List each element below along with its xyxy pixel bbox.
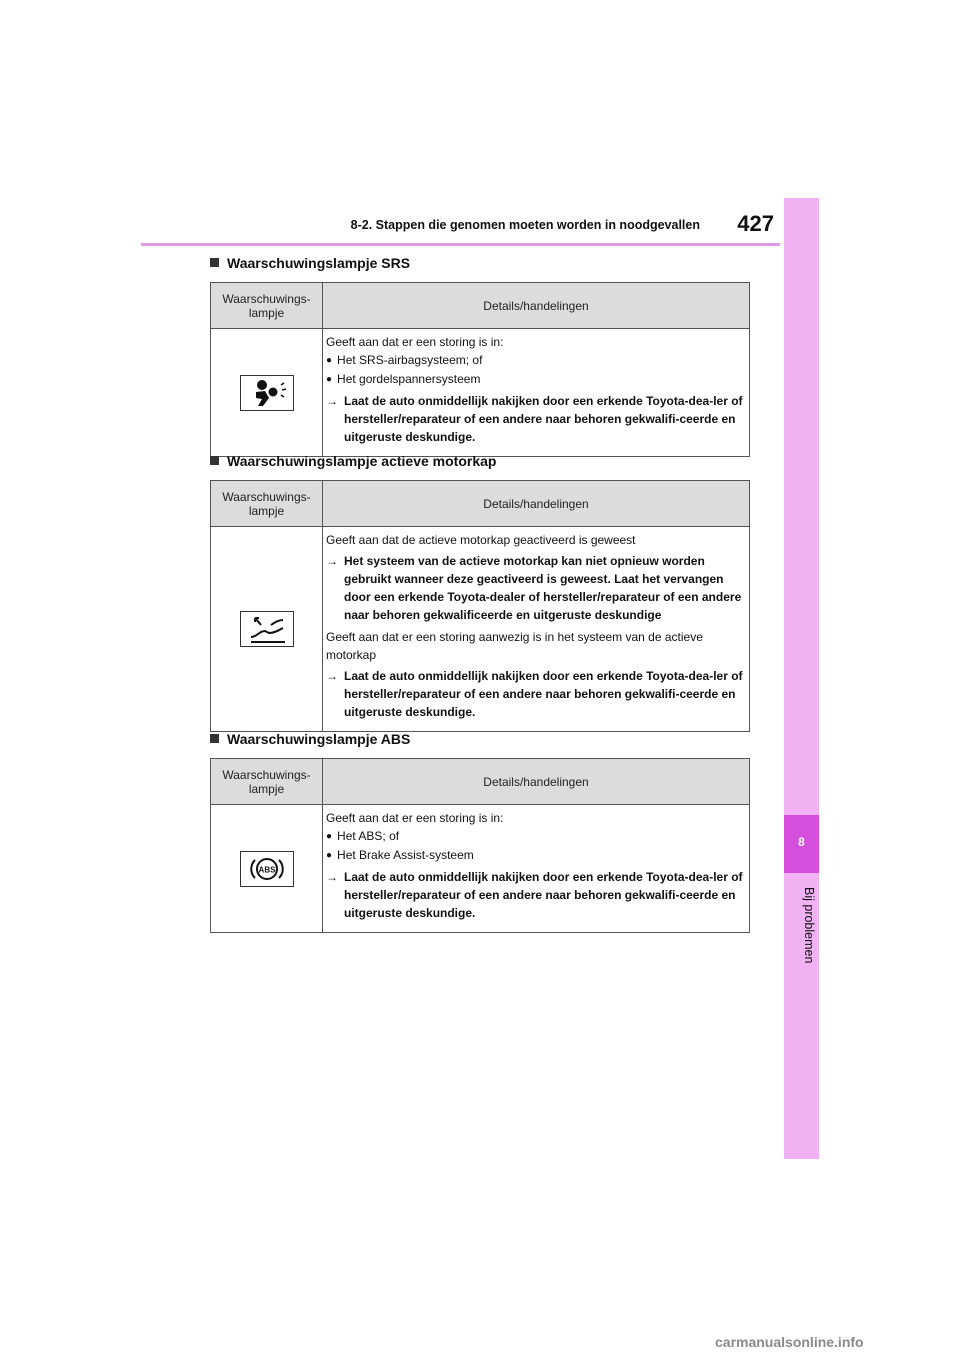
icon-cell	[211, 805, 323, 933]
section-title: 8-2. Stappen die genomen moeten worden in noodgevallen	[350, 218, 700, 232]
action-instruction: → Laat de auto onmiddellijk nakijken door een erkende Toyota-dea-ler of hersteller/reparateur of een andere naar behoren gekwalifi-ceerde en uitgeruste deskundige.	[326, 870, 743, 920]
header-details: Details/handelingen	[323, 283, 750, 329]
square-bullet-icon	[210, 456, 219, 465]
srs-airbag-icon	[240, 375, 294, 411]
svg-text:ABS: ABS	[258, 865, 275, 874]
details-cell: Geeft aan dat er een storing is in: ● Het ABS; of ● Het Brake Assist-systeem → Laat de auto onmiddellijk nakijken door een erkende Toyota-dea-ler of hersteller/reparateur of een andere naar behoren gekwalifi-ceerde en uitgeruste deskundige.	[323, 805, 750, 933]
header-warning-light: Waarschuwings- lampje	[211, 759, 323, 805]
icon-cell	[211, 527, 323, 732]
section-heading-srs: Waarschuwingslampje SRS	[210, 255, 410, 271]
header-details: Details/handelingen	[323, 759, 750, 805]
pop-up-hood-icon	[240, 611, 294, 647]
section-heading-hood: Waarschuwingslampje actieve motorkap	[210, 453, 496, 469]
details-cell: Geeft aan dat de actieve motorkap geactiveerd is geweest → Het systeem van de actieve motorkap kan niet opnieuw worden gebruikt wanneer deze geactiveerd is geweest. Laat het vervangen door een erkende Toyota-dealer of hersteller/reparateur of een andere naar behoren gekwalificeerde en uitgeruste deskundige Geeft aan dat er een storing aanwezig is in het systeem van de actieve motorkap → Laat de auto onmiddellijk nakijken door een erkende Toyota-dea-ler of hersteller/reparateur of een andere naar behoren gekwalifi-ceerde en uitgeruste deskundige.	[323, 527, 750, 732]
hood-warning-table	[210, 480, 750, 732]
abs-icon	[240, 851, 294, 887]
table-row	[211, 527, 750, 732]
table-row	[211, 805, 750, 933]
details-cell: Geeft aan dat er een storing is in: ● Het SRS-airbagsysteem; of ● Het gordelspannersysteem → Laat de auto onmiddellijk nakijken door een erkende Toyota-dea-ler of hersteller/reparateur of een andere naar behoren gekwalifi-ceerde en uitgeruste deskundige.	[323, 329, 750, 457]
srs-warning-table	[210, 282, 750, 457]
table-header-row	[211, 283, 750, 329]
page-number: 427	[737, 211, 774, 236]
table-header-row	[211, 481, 750, 527]
icon-cell	[211, 329, 323, 457]
header-warning-light: Waarschuwings- lampje	[211, 283, 323, 329]
chapter-label: Bij problemen	[802, 886, 816, 964]
header-details: Details/handelingen	[323, 481, 750, 527]
chapter-number: 8	[798, 835, 805, 849]
side-tab-strip	[784, 198, 819, 1159]
header-warning-light: Waarschuwings- lampje	[211, 481, 323, 527]
table-header-row	[211, 759, 750, 805]
square-bullet-icon	[210, 734, 219, 743]
action-instruction: → Laat de auto onmiddellijk nakijken door een erkende Toyota-dea-ler of hersteller/reparateur of een andere naar behoren gekwalifi-ceerde en uitgeruste deskundige.	[326, 394, 743, 444]
abs-warning-table	[210, 758, 750, 933]
action-instruction: → Laat de auto onmiddellijk nakijken door een erkende Toyota-dea-ler of hersteller/reparateur of een andere naar behoren gekwalifi-ceerde en uitgeruste deskundige.	[326, 669, 743, 719]
square-bullet-icon	[210, 258, 219, 267]
header-rule	[141, 243, 780, 246]
table-row	[211, 329, 750, 457]
watermark: carmanualsonline.info	[715, 1334, 864, 1350]
action-instruction: → Het systeem van de actieve motorkap kan niet opnieuw worden gebruikt wanneer deze geactiveerd is geweest. Laat het vervangen door een erkende Toyota-dealer of hersteller/reparateur of een andere naar behoren gekwalificeerde en uitgeruste deskundige	[326, 554, 742, 622]
section-heading-abs: Waarschuwingslampje ABS	[210, 731, 410, 747]
